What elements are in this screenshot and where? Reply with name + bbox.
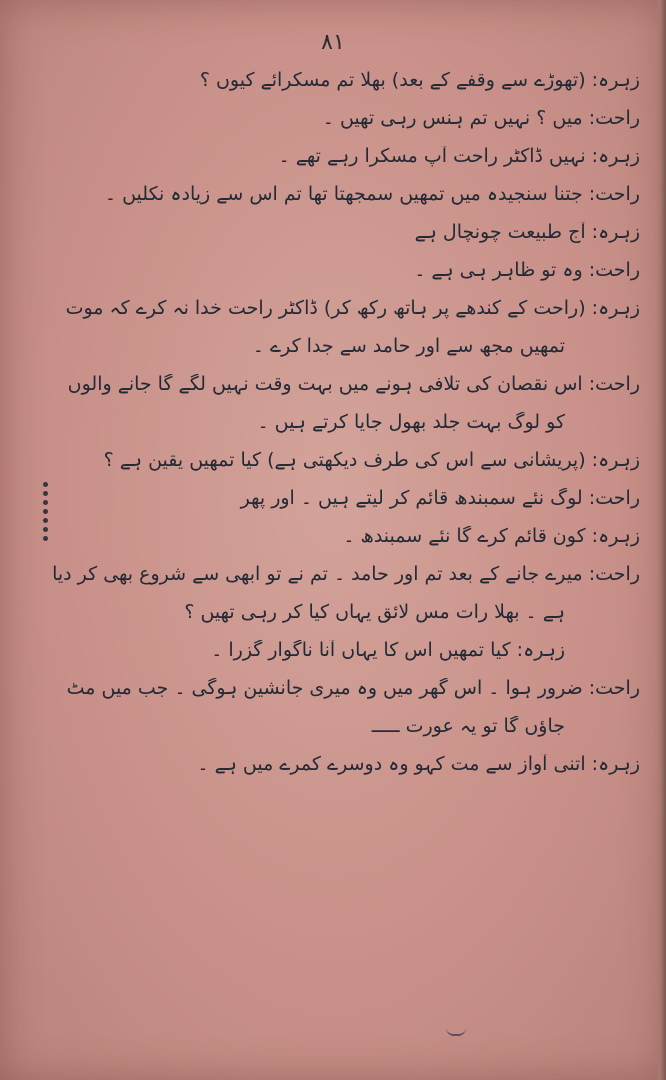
dialogue-line: زہرہ: (پریشانی سے اس کی طرف دیکھتی ہے) کیا تمھیں یقین ہے ؟: [103, 450, 640, 471]
dialogue-line-continuation: جاؤں گا تو یہ عورت ـــــ: [371, 716, 565, 737]
dialogue-line: راحت: اس نقصان کی تلافی ہونے میں بہت وقت نہیں لگے گا جانے والوں: [67, 374, 640, 395]
dialogue-line: راحت: وہ تو ظاہر ہی ہے ۔: [414, 260, 640, 281]
dialogue-line: زہرہ: (تھوڑے سے وقفے کے بعد) بھلا تم مسکرائے کیوں ؟: [199, 70, 640, 91]
page-spine-shadow: [656, 0, 666, 1080]
dialogue-line: زہرہ: (راحت کے کندھے پر ہاتھ رکھ کر) ڈاکٹر راحت خدا نہ کرے کہ موت: [65, 298, 640, 319]
dialogue-line: راحت: لوگ نئے سمبندھ قائم کر لیتے ہیں ۔ اور پھر: [240, 488, 640, 509]
dialogue-line-continuation: تمھیں مجھ سے اور حامد سے جدا کرے ۔: [252, 336, 565, 357]
dialogue-line-continuation: ہے ۔ بھلا رات مس لائق یہاں کیا کر رہی تھیں ؟: [184, 602, 565, 623]
dialogue-line: زہرہ: آج طبیعت چونچال ہے: [414, 222, 640, 243]
dialogue-line: زہرہ: اتنی آواز سے مت کہو وہ دوسرے کمرے میں ہے ۔: [197, 754, 640, 775]
dialogue-line: راحت: میں ؟ نہیں تم ہنس رہی تھیں ۔: [322, 108, 640, 129]
page-number: ۸۱: [321, 30, 345, 55]
dialogue-line: زہرہ: نہیں ڈاکٹر راحت آپ مسکرا رہے تھے ۔: [278, 146, 640, 167]
bottom-ink-mark: [446, 1024, 466, 1036]
dialogue-line: زہرہ: کون قائم کرے گا نئے سمبندھ ۔: [343, 526, 640, 547]
dialogue-body: [40, 70, 640, 792]
dialogue-line: زہرہ: کیا تمھیں اس کا یہاں آنا ناگوار گزرا ۔: [211, 640, 565, 661]
dialogue-line: راحت: جتنا سنجیدہ میں تمھیں سمجھتا تھا تم اس سے زیادہ نکلیں ۔: [104, 184, 640, 205]
dialogue-line: راحت: میرے جانے کے بعد تم اور حامد ۔ تم نے تو ابھی سے شروع بھی کر دیا: [52, 564, 640, 585]
dialogue-line: راحت: ضرور ہوا ۔ اس گھر میں وہ میری جانشین ہوگی ۔ جب میں مٹ: [66, 678, 640, 699]
dialogue-line-continuation: کو لوگ بہت جلد بھول جایا کرتے ہیں ۔: [257, 412, 565, 433]
